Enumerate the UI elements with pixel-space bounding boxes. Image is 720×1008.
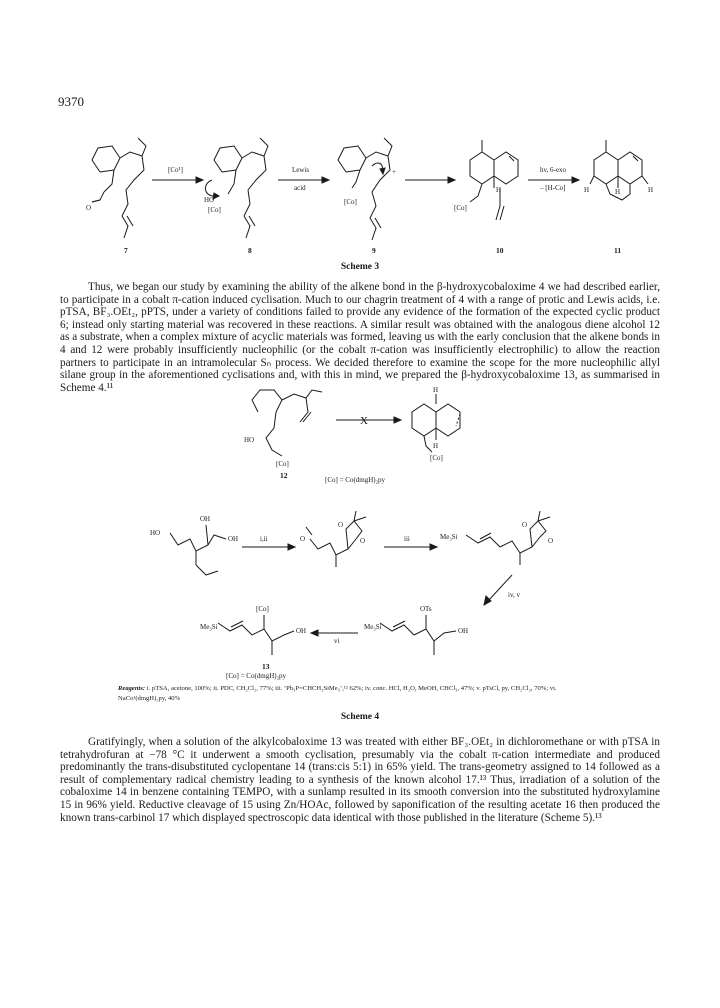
reagents-text: i. pTSA, acetone, 100%; ii. PDC, CH₂Cl₂, 77%; iii. ‘Ph₃P=CHCH₂SiMe₃’,¹² 62%; iv. conc. HCl, H₂O, MeOH, CHCl₃, 47%; v. pTsCl, py, CH₂Cl₂, 70%; vi. NaCo¹(dmgH)₂py, 40%	[118, 685, 557, 702]
scheme3-arrow4-bottom: – [H-Co]	[540, 184, 566, 192]
triol-structure	[150, 515, 238, 575]
atom-ho-8: HO	[204, 196, 215, 204]
atom-o-7: O	[86, 204, 92, 212]
compound-number-7: 7	[124, 246, 128, 255]
atom-co-13: [Co]	[256, 605, 269, 613]
atom-me3si-top: Me₃Si	[440, 533, 458, 541]
compound-number-13: 13	[262, 662, 270, 671]
atom-co-12: [Co]	[276, 460, 289, 468]
atom-oh-ots: OH	[458, 627, 469, 635]
compound-8-structure	[204, 138, 268, 238]
body-paragraph-1: Thus, we began our study by examining the ability of the alkene bond in the β-hydroxycobaloxime 4 we had described earlier, to participate in a cobalt π-cation induced cyclisation. Much to our chagrin treatment of 4 with a range of protic and Lewis acids, i.e. pTSA, BF₃.OEt₂, pPTS, under a variety of conditions failed to provide any evidence of the formation of the expected cyclic product 6; instead only starting material was recovered in these reactions. A similar result was obtained with the analogous diene alcohol 12 as a substrate, when a complex mixture of acyclic materials was formed, leaving us with the early conclusion that the alkene bonds in 4 and 12 were probably insufficiently nucleophilic (or the cobalt π-cation was insufficiently electrophilic) to allow the reaction partners to participate in an intramolecular Sₙ process. We decided therefore to examine the scope for the more nucleophilic allyl silane group in the aforementioned cyclisations and, with this in mind, we prepared the β-hydroxycobaloxime 13, as summarised in Scheme 4.¹¹	[60, 281, 660, 394]
atom-ho-12: HO	[244, 436, 255, 444]
page-number: 9370	[58, 94, 84, 109]
atom-o-ketone: O	[300, 535, 306, 543]
atom-co-10: [Co]	[454, 204, 467, 212]
scheme4-arrow1-label: i,ii	[260, 535, 268, 543]
scheme-3	[0, 130, 720, 265]
ketone-acetonide-structure	[300, 511, 366, 567]
allylsilane-acetonide-structure	[440, 511, 553, 565]
scheme3-arrow2-bottom: acid	[294, 184, 306, 192]
compound-number-9: 9	[372, 246, 376, 255]
atom-ots: OTs	[420, 605, 432, 613]
compound-13-structure	[200, 605, 306, 655]
compound-11-structure	[584, 140, 653, 200]
atom-h-top: H	[433, 386, 439, 394]
atom-ho-triol: HO	[150, 529, 161, 537]
scheme3-arrow2-top: Lewis	[292, 166, 310, 174]
scheme-4	[0, 505, 720, 675]
body-paragraph-2: Gratifyingly, when a solution of the alkylcobaloxime 13 was treated with either BF₃.OEt₂ in dichloromethane or with pTSA in tetrahydrofuran at −78 °C it underwent a smooth cyclisation, presumably via the cobalt π-cation intermediate and produced predominantly the trans-disubstituted cyclopentane 14 (trans:cis 5:1) in 65% yield. The trans-geometry assigned to 14 followed as a result of complementary radical chemistry leading to a synthesis of the known alcohol 17.¹³ Thus, irradiation of a solution of the cobaloxime 14 in benzene containing TEMPO, with a sunlamp resulted in its smooth conversion into the substituted hydroxylamine 15 in 96% yield. Reductive cleavage of 15 using Zn/HOAc, followed by saponification of the resulting acetate 16 then produced the known trans-carbinol 17 which displayed spectroscopic data identical with those published in the literature (Scheme 5).¹³	[60, 736, 660, 824]
compound-12-product-structure	[412, 386, 460, 462]
atom-o-acetonide-3: O	[522, 521, 528, 529]
scheme4-arrow4-label: vi	[334, 637, 340, 645]
atom-o-acetonide-4: O	[548, 537, 554, 545]
cobalt-footnote-scheme4: [Co] = Co(dmgH)₂py	[226, 672, 287, 680]
compound-number-10: 10	[496, 246, 504, 255]
atom-h-11c: H	[648, 186, 654, 194]
atom-o-acetonide-1: O	[338, 521, 344, 529]
reagents-note	[118, 684, 602, 704]
tosylate-structure	[364, 605, 468, 655]
atom-co-9: [Co]	[344, 198, 357, 206]
atom-co-8: [Co]	[208, 206, 221, 214]
atom-oh-triol-top: OH	[200, 515, 211, 523]
compound-7-structure	[86, 138, 146, 238]
cobalt-footnote-mid: [Co] = Co(dmgH)₂py	[325, 476, 386, 484]
scheme3-arrow4-top: hv, 6-exo	[540, 166, 566, 174]
compound-number-12: 12	[280, 471, 288, 480]
atom-o-acetonide-2: O	[360, 537, 366, 545]
atom-h-11b: H	[615, 188, 621, 196]
atom-plus-9: +	[392, 168, 396, 176]
compound-10-structure	[454, 140, 518, 220]
atom-h-11a: H	[584, 186, 590, 194]
compound-12-structure	[244, 390, 322, 468]
scheme3-arrow1-label: [Co¹]	[168, 166, 183, 174]
compound-number-8: 8	[248, 246, 252, 255]
atom-h-bottom: H	[433, 442, 439, 450]
atom-oh-triol-right: OH	[228, 535, 239, 543]
compound-9-structure	[338, 138, 396, 240]
reagents-heading: Reagents:	[118, 685, 146, 692]
scheme-4-caption: Scheme 4	[340, 712, 380, 722]
compound-number-11: 11	[614, 246, 622, 255]
atom-oh-13: OH	[296, 627, 307, 635]
atom-co-product: [Co]	[430, 454, 443, 462]
atom-me3si-ots: Me₃Si	[364, 623, 382, 631]
atom-me3si-13: Me₃Si	[200, 623, 218, 631]
scheme4-arrow3-label: iv, v	[508, 591, 520, 599]
scheme-3-caption: Scheme 3	[340, 262, 380, 272]
scheme-compound-12	[0, 382, 720, 492]
scheme4-arrow2-label: iii	[404, 535, 410, 543]
blocked-reaction-mark: X	[360, 415, 368, 427]
atom-h-10: H	[496, 186, 502, 194]
